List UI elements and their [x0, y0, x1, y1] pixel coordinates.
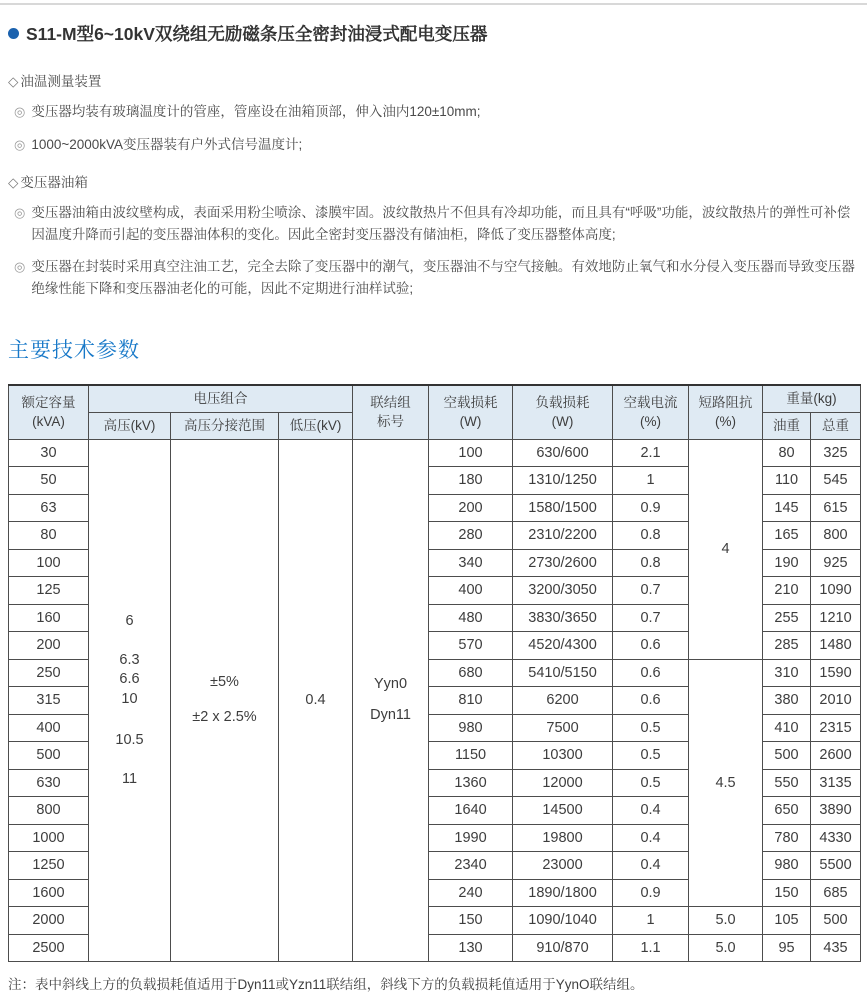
no-load-current-cell: 0.5	[613, 769, 689, 797]
col-header-weight: 重量(kg)	[763, 385, 861, 413]
feature-item	[14, 256, 859, 299]
total-weight-cell: 685	[811, 879, 861, 907]
total-weight-cell: 1480	[811, 632, 861, 660]
oil-weight-cell: 145	[763, 494, 811, 522]
oil-weight-cell: 150	[763, 879, 811, 907]
impedance-cell: 5.0	[689, 907, 763, 935]
no-load-loss-cell: 810	[429, 687, 513, 715]
capacity-cell: 160	[9, 604, 89, 632]
feature-item-text: 1000~2000kVA变压器装有户外式信号温度计;	[31, 136, 303, 152]
feature-item	[14, 134, 859, 156]
col-header-tap-range: 高压分接范围	[171, 412, 279, 439]
no-load-loss-cell: 200	[429, 494, 513, 522]
feature-item-text: 变压器均装有玻璃温度计的管座，管座设在油箱顶部，伸入油内120±10mm;	[31, 104, 481, 119]
oil-weight-cell: 500	[763, 742, 811, 770]
total-weight-cell: 2600	[811, 742, 861, 770]
total-weight-cell: 2315	[811, 714, 861, 742]
top-divider	[0, 3, 867, 5]
capacity-cell: 63	[9, 494, 89, 522]
total-weight-cell: 3890	[811, 797, 861, 825]
capacity-cell: 50	[9, 467, 89, 495]
no-load-loss-cell: 680	[429, 659, 513, 687]
load-loss-cell: 3200/3050	[513, 577, 613, 605]
load-loss-cell: 6200	[513, 687, 613, 715]
circle-bullet-icon: ◎	[14, 104, 26, 119]
tap-range-cell: ±5% ±2 x 2.5%	[171, 439, 279, 962]
circle-bullet-icon: ◎	[14, 259, 26, 275]
oil-weight-cell: 410	[763, 714, 811, 742]
no-load-current-cell: 0.5	[613, 714, 689, 742]
feature-item	[14, 202, 859, 245]
no-load-loss-cell: 1990	[429, 824, 513, 852]
oil-weight-cell: 210	[763, 577, 811, 605]
capacity-cell: 80	[9, 522, 89, 550]
capacity-cell: 2000	[9, 907, 89, 935]
impedance-cell: 4.5	[689, 659, 763, 907]
no-load-current-cell: 0.6	[613, 632, 689, 660]
col-header-no-load-current: 空载电流 (%)	[613, 385, 689, 440]
load-loss-cell: 2730/2600	[513, 549, 613, 577]
lv-voltage-cell: 0.4	[279, 439, 353, 962]
capacity-cell: 400	[9, 714, 89, 742]
table-header	[9, 385, 861, 440]
col-header-hv: 高压(kV)	[89, 412, 171, 439]
feature-item-text: 变压器在封装时采用真空注油工艺，完全去除了变压器中的潮气，变压器油不与空气接触。有效地防止氧气和水分侵入变压器而导致变压器绝缘性能下降和变压器油老化的可能，因此不定期进行油样试验;	[31, 259, 855, 296]
col-header-load-loss: 负载损耗 (W)	[513, 385, 613, 440]
no-load-current-cell: 0.4	[613, 824, 689, 852]
circle-bullet-icon: ◎	[14, 136, 26, 152]
no-load-loss-cell: 280	[429, 522, 513, 550]
oil-weight-cell: 380	[763, 687, 811, 715]
col-header-voltage-combo: 电压组合	[89, 385, 353, 413]
load-loss-cell: 630/600	[513, 439, 613, 467]
no-load-current-cell: 1.1	[613, 934, 689, 962]
no-load-loss-cell: 180	[429, 467, 513, 495]
hv-voltage-cell: 6 6.3 6.6 10 10.5 11	[89, 439, 171, 962]
load-loss-cell: 14500	[513, 797, 613, 825]
impedance-cell: 4	[689, 439, 763, 659]
feature-heading	[8, 171, 859, 191]
table-row	[9, 439, 861, 467]
no-load-current-cell: 0.5	[613, 742, 689, 770]
capacity-cell: 250	[9, 659, 89, 687]
no-load-loss-cell: 400	[429, 577, 513, 605]
total-weight-cell: 435	[811, 934, 861, 962]
total-weight-cell: 545	[811, 467, 861, 495]
circle-bullet-icon: ◎	[14, 205, 26, 221]
total-weight-cell: 800	[811, 522, 861, 550]
col-header-oil-weight: 油重	[763, 412, 811, 439]
load-loss-cell: 7500	[513, 714, 613, 742]
no-load-loss-cell: 570	[429, 632, 513, 660]
no-load-loss-cell: 1150	[429, 742, 513, 770]
feature-item	[14, 101, 859, 123]
no-load-current-cell: 0.9	[613, 494, 689, 522]
feature-heading-text: 油温测量装置	[20, 74, 102, 89]
diamond-icon: ◇	[8, 175, 19, 191]
capacity-cell: 800	[9, 797, 89, 825]
no-load-loss-cell: 480	[429, 604, 513, 632]
feature-heading-text: 变压器油箱	[20, 175, 88, 191]
oil-weight-cell: 650	[763, 797, 811, 825]
capacity-cell: 1600	[9, 879, 89, 907]
capacity-cell: 500	[9, 742, 89, 770]
feature-item-text: 变压器油箱由波纹壁构成，表面采用粉尘喷涂、漆膜牢固。波纹散热片不但具有冷却功能，而且具有“呼吸”功能，波纹散热片的弹性可补偿因温度升降而引起的变压器油体积的变化。因此全密封变压器没有储油柜，降低了变压器整体高度;	[31, 205, 851, 242]
no-load-current-cell: 0.7	[613, 604, 689, 632]
oil-weight-cell: 980	[763, 852, 811, 880]
capacity-cell: 200	[9, 632, 89, 660]
total-weight-cell: 500	[811, 907, 861, 935]
no-load-current-cell: 2.1	[613, 439, 689, 467]
no-load-current-cell: 0.6	[613, 659, 689, 687]
total-weight-cell: 2010	[811, 687, 861, 715]
load-loss-cell: 2310/2200	[513, 522, 613, 550]
load-loss-cell: 1890/1800	[513, 879, 613, 907]
col-header-vector-group: 联结组 标号	[353, 385, 429, 440]
total-weight-cell: 925	[811, 549, 861, 577]
oil-weight-cell: 780	[763, 824, 811, 852]
total-weight-cell: 4330	[811, 824, 861, 852]
total-weight-cell: 1090	[811, 577, 861, 605]
col-header-lv: 低压(kV)	[279, 412, 353, 439]
oil-weight-cell: 110	[763, 467, 811, 495]
no-load-current-cell: 0.6	[613, 687, 689, 715]
no-load-loss-cell: 1360	[429, 769, 513, 797]
capacity-cell: 125	[9, 577, 89, 605]
load-loss-cell: 1580/1500	[513, 494, 613, 522]
oil-weight-cell: 285	[763, 632, 811, 660]
capacity-cell: 1000	[9, 824, 89, 852]
total-weight-cell: 615	[811, 494, 861, 522]
col-header-no-load-loss: 空载损耗 (W)	[429, 385, 513, 440]
capacity-cell: 30	[9, 439, 89, 467]
no-load-current-cell: 0.9	[613, 879, 689, 907]
no-load-loss-cell: 2340	[429, 852, 513, 880]
oil-weight-cell: 105	[763, 907, 811, 935]
no-load-loss-cell: 240	[429, 879, 513, 907]
no-load-loss-cell: 150	[429, 907, 513, 935]
load-loss-cell: 3830/3650	[513, 604, 613, 632]
oil-weight-cell: 310	[763, 659, 811, 687]
load-loss-cell: 5410/5150	[513, 659, 613, 687]
oil-weight-cell: 80	[763, 439, 811, 467]
no-load-current-cell: 0.8	[613, 522, 689, 550]
oil-weight-cell: 255	[763, 604, 811, 632]
col-header-capacity: 额定容量 (kVA)	[9, 385, 89, 440]
total-weight-cell: 1210	[811, 604, 861, 632]
impedance-cell: 5.0	[689, 934, 763, 962]
no-load-loss-cell: 130	[429, 934, 513, 962]
load-loss-cell: 23000	[513, 852, 613, 880]
col-header-total-weight: 总重	[811, 412, 861, 439]
section-heading: 主要技术参数	[8, 338, 140, 362]
total-weight-cell: 325	[811, 439, 861, 467]
oil-weight-cell: 190	[763, 549, 811, 577]
blue-bullet-icon	[8, 28, 19, 39]
diamond-icon: ◇	[8, 74, 19, 89]
no-load-loss-cell: 1640	[429, 797, 513, 825]
technical-parameters-table	[8, 384, 861, 963]
no-load-current-cell: 1	[613, 467, 689, 495]
load-loss-cell: 910/870	[513, 934, 613, 962]
table-footnote: 注：表中斜线上方的负载损耗值适用于Dyn11或Yzn11联结组，斜线下方的负载损耗值适用于YynO联结组。	[8, 977, 644, 993]
oil-weight-cell: 550	[763, 769, 811, 797]
no-load-current-cell: 0.4	[613, 852, 689, 880]
feature-heading	[8, 70, 859, 90]
col-header-impedance: 短路阻抗 (%)	[689, 385, 763, 440]
total-weight-cell: 1590	[811, 659, 861, 687]
capacity-cell: 2500	[9, 934, 89, 962]
feature-sections	[8, 70, 859, 300]
load-loss-cell: 4520/4300	[513, 632, 613, 660]
load-loss-cell: 1310/1250	[513, 467, 613, 495]
capacity-cell: 100	[9, 549, 89, 577]
table-body	[9, 439, 861, 962]
no-load-current-cell: 1	[613, 907, 689, 935]
feature-group-oil-tank	[8, 171, 859, 299]
vector-group-cell: Yyn0 Dyn11	[353, 439, 429, 962]
load-loss-cell: 19800	[513, 824, 613, 852]
capacity-cell: 1250	[9, 852, 89, 880]
page-title-row	[8, 21, 859, 46]
feature-group-oil-temp	[8, 70, 859, 155]
no-load-current-cell: 0.4	[613, 797, 689, 825]
no-load-current-cell: 0.7	[613, 577, 689, 605]
total-weight-cell: 3135	[811, 769, 861, 797]
load-loss-cell: 10300	[513, 742, 613, 770]
page-title: S11-M型6~10kV双绕组无励磁条压全密封油浸式配电变压器	[26, 24, 488, 44]
total-weight-cell: 5500	[811, 852, 861, 880]
load-loss-cell: 12000	[513, 769, 613, 797]
document-page	[0, 21, 867, 995]
capacity-cell: 630	[9, 769, 89, 797]
oil-weight-cell: 95	[763, 934, 811, 962]
capacity-cell: 315	[9, 687, 89, 715]
no-load-loss-cell: 100	[429, 439, 513, 467]
load-loss-cell: 1090/1040	[513, 907, 613, 935]
oil-weight-cell: 165	[763, 522, 811, 550]
no-load-loss-cell: 980	[429, 714, 513, 742]
no-load-current-cell: 0.8	[613, 549, 689, 577]
no-load-loss-cell: 340	[429, 549, 513, 577]
